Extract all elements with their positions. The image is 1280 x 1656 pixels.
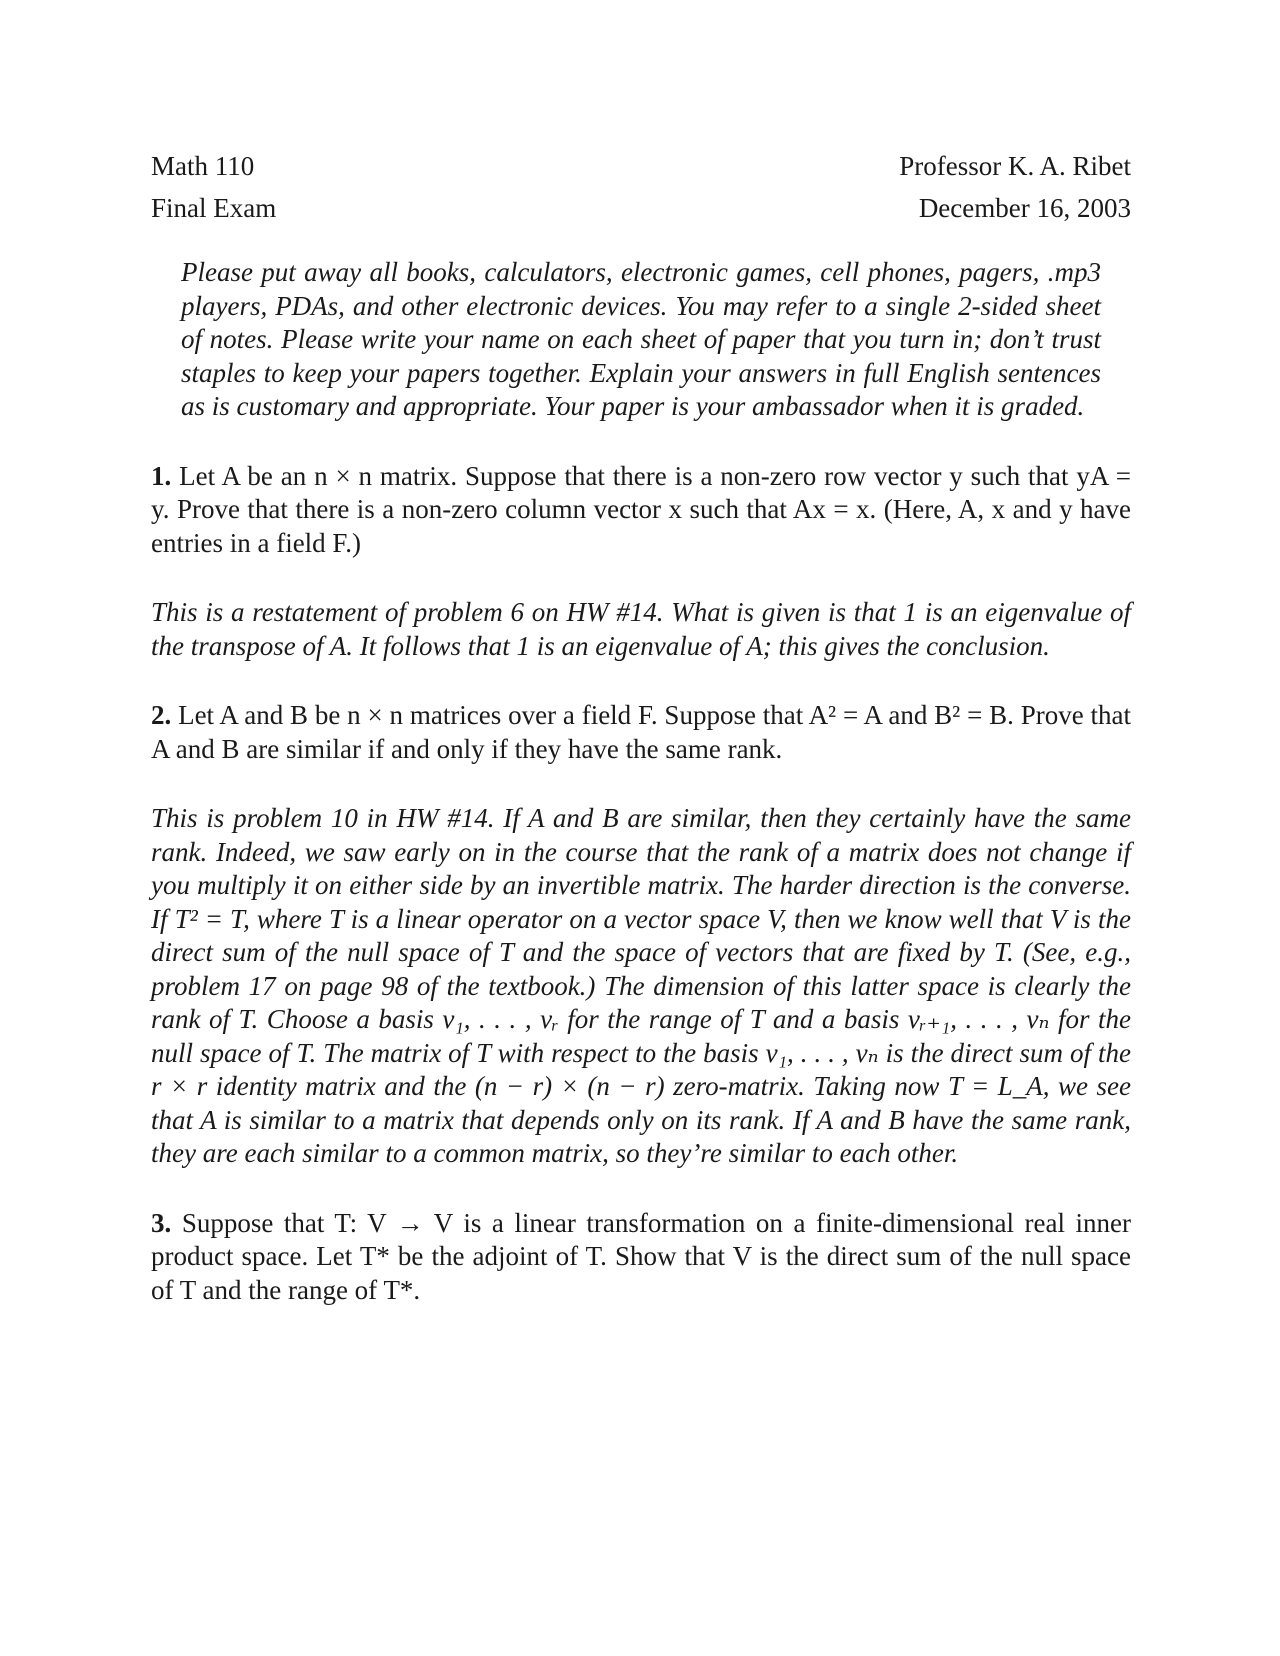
problem-1 bbox=[151, 460, 1131, 561]
problem-text: Let A and B be n × n matrices over a field F. Suppose that A² = A and B² = B. Prove that A and B are similar if and only if they have the same rank. bbox=[151, 700, 1132, 764]
exam-title: Final Exam bbox=[151, 193, 277, 223]
problem-3 bbox=[151, 1207, 1131, 1308]
exam-date: December 16, 2003 bbox=[918, 193, 1131, 223]
professor-name: Professor K. A. Ribet bbox=[899, 151, 1131, 181]
problem-number: 3. bbox=[151, 1207, 172, 1238]
course-title: Math 110 bbox=[151, 151, 255, 181]
problem-number: 1. bbox=[151, 460, 172, 491]
solution-1: This is a restatement of problem 6 on HW #14. What is given is that 1 is an eigenvalue of the transpose of A. It follows that 1 is an eigenvalue of A; this gives the conclusion. bbox=[151, 597, 1131, 661]
instructions: Please put away all books, calculators, electronic games, cell phones, pagers, .mp3 players, PDAs, and other electronic devices. You may refer to a single 2-sided sheet of notes. Please write your name on each sheet of paper that you turn in; don’t trust staples to keep your papers together. Explain your answers in full English sentences as is customary and appropriate. Your paper is your ambassador when it is graded. bbox=[181, 257, 1101, 421]
problem-2 bbox=[151, 699, 1131, 766]
exam-page bbox=[151, 150, 1131, 1307]
header-row-1 bbox=[151, 150, 1131, 192]
problem-text: Suppose that T: V → V is a linear transformation on a finite-dimensional real inner product space. Let T* be the adjoint of T. Show that V is the direct sum of the null space of T and the range of T*. bbox=[151, 1207, 1132, 1305]
solution-2: This is problem 10 in HW #14. If A and B are similar, then they certainly have the same rank. Indeed, we saw early on in the course that the rank of a matrix does not change if you multiply it on either side by an invertible matrix. The harder direction is the converse. If T² = T, where T is a linear operator on a vector space V, then we know well that V is the direct sum of the null space of T and the space of vectors that are fixed by T. (See, e.g., problem 17 on page 98 of the textbook.) The dimension of this latter space is clearly the rank of T. Choose a basis v₁, . . . , vᵣ for the range of T and a basis vᵣ₊₁, . . . , vₙ for the null space of T. The matrix of T with respect to the basis v₁, . . . , vₙ is the direct sum of the r × r identity matrix and the (n − r) × (n − r) zero-matrix. Taking now T = L_A, we see that A is similar to a matrix that depends only on its rank. If A and B have the same rank, they are each similar to a common matrix, so they’re similar to each other. bbox=[151, 803, 1131, 1168]
problem-text: Let A be an n × n matrix. Suppose that there is a non-zero row vector y such that yA = y. Prove that there is a non-zero column vector x such that Ax = x. (Here, A, x and y have entries in a field F.) bbox=[151, 460, 1132, 558]
header-row-2 bbox=[151, 192, 1131, 234]
problem-number: 2. bbox=[151, 700, 172, 730]
